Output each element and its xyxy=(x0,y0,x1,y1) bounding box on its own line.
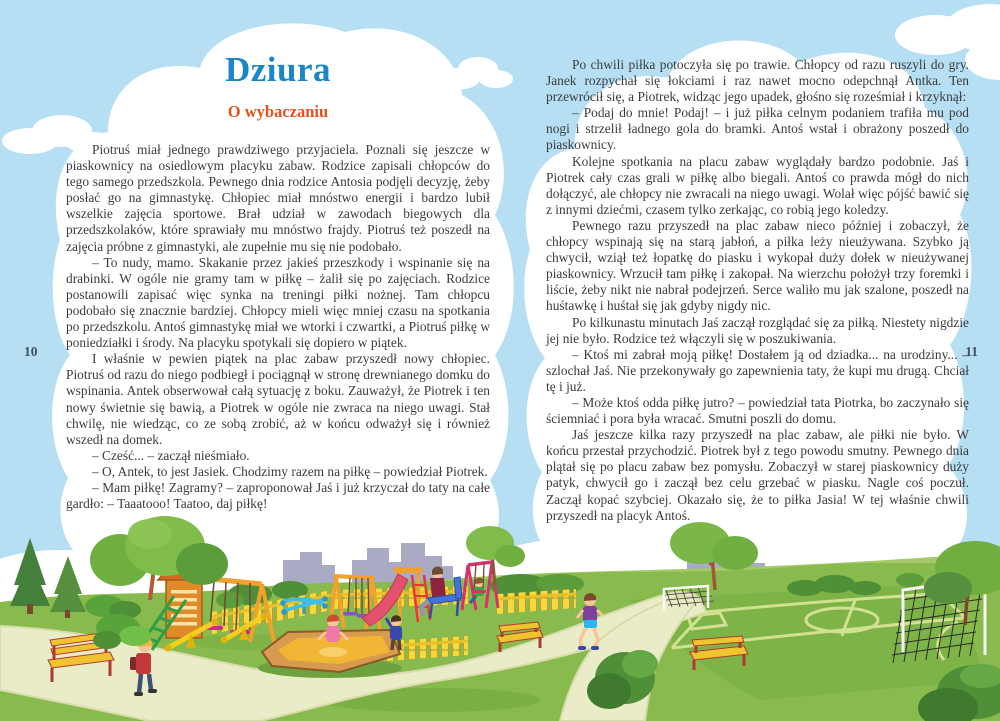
story-title: Dziura xyxy=(224,50,332,89)
right-page xyxy=(546,57,969,524)
story-subtitle: O wybaczaniu xyxy=(227,102,329,121)
paragraph: – Cześć... – zaczął nieśmiało. xyxy=(92,447,250,463)
paragraph: Jaś jeszcze kilka razy przyszedł na plac zabaw, ale piłki nie było. W końcu przestał przychodzić. Piotrek był z tego powodu smutny. Pewnego dnia plątał się po placu zabaw bez pomysłu. Zobaczył w starej piaskownicy duży patyk, chwycił go i zaczął bez celu grzebać w piasku. Nagle coś poczuł. Zaczął kopać szybciej. Okazało się, że to piłka Jasia! W tej właśnie chwili przyszedł na placyk Antoś. xyxy=(546,427,969,523)
right-page-text xyxy=(546,57,969,524)
paragraph: – Ktoś mi zabrał moją piłkę! Dostałem ją od dziadka... na urodziny... – szlochał Jaś. Nie przekonywały go zapewnienia taty, że kupi mu drugą. Chciał tę i już. xyxy=(546,346,969,394)
left-page-text xyxy=(66,142,490,512)
page-number-left: 10 xyxy=(24,344,38,359)
paragraph: Pewnego razu przyszedł na plac zabaw nieco później i zobaczył, że chłopcy wspinają się na starą jabłoń, a piłka leży nieużywana. Szybko ją chwycił, wziął też łopatkę do piasku i wykopał duży dołek w nieużywanej piaskownicy. Wrzucił tam piłkę i zakopał. Na wierzchu położył trzy foremki i liście, żeby nikt nie nabrał podejrzeń. Serce waliło mu jak szalone, poszedł na huśtawkę i huśtał się jak gdyby nigdy nic. xyxy=(546,217,969,314)
paragraph: Piotruś miał jednego prawdziwego przyjaciela. Poznali się jeszcze w piaskownicy na osiedlowym placyku zabaw. Rodzice zapisali chłopców do tego samego przedszkola. Pewnego dnia rodzice Antosia podjęli decyzję, żeby posłać go na gimnastykę. Chłopiec miał mnóstwo energii i bardzo lubił wszelkie zajęcia sportowe. Brał udział w zawodach biegowych dla przedszkolaków, które sprawiały mu mnóstwo frajdy. Piotruś też poszedł na zajęcia próbne z gimnastyki, ale zupełnie mu się nie podobało. xyxy=(66,142,490,254)
paragraph: Po chwili piłka potoczyła się po trawie. Chłopcy od razu ruszyli do gry. Janek rozpychał się łokciami i raz nawet mocno odepchnął Antka. Ten przewrócił się, a Piotrek, widząc jego upadek, głośno się roześmiał i krzyknął: xyxy=(546,57,969,105)
paragraph: I właśnie w pewien piątek na plac zabaw przyszedł nowy chłopiec. Piotruś od razu do niego podbiegł i pociągnął w stronę drewnianego domku do wspinania. Antek obserwował całą sytuację z boku. Zauważył, że Piotrek i ten nowy świetnie się bawią, a Piotrek w ogóle nie zwraca na niego uwagi. Stał chwilę, nie wiedząc, co ze sobą zrobić, aż w końcu odważył się i również wszedł na domek. xyxy=(66,351,490,447)
paragraph: – Mam piłkę! Zagramy? – zaproponował Jaś i już krzyczał do taty na całe gardło: – Taaatooo! Taatoo, daj piłkę! xyxy=(66,479,490,512)
left-page xyxy=(66,50,490,512)
paragraph: Po kilkunastu minutach Jaś zaczął rozglądać się za piłką. Niestety nigdzie jej nie było. Rodzice też włączyli się w poszukiwania. xyxy=(546,314,969,346)
paragraph: – To nudy, mamo. Skakanie przez jakieś przeszkody i wspinanie się na drabinki. W ogóle nie gramy tam w piłkę – żalił się po zajęciach. Rodzice postanowili zapisać więc synka na treningi piłki nożnej. Tam chłopcu podobało się znacznie bardziej. Chłopcy mieli więc mniej czasu na spotkania po przedszkolu. Antoś gimnastykę miał we wtorki i czwartki, a Piotruś piłkę w poniedziałki i środy. Na placyku spotykali się dopiero w piątek. xyxy=(66,254,490,351)
page-number-right: 11 xyxy=(965,344,978,359)
paragraph: – Może ktoś odda piłkę jutro? – powiedział tata Piotrka, bo zaczynało się ściemniać i pora była wracać. Smutni poszli do domu. xyxy=(546,394,969,427)
paragraph: Kolejne spotkania na placu zabaw wyglądały bardzo podobnie. Jaś i Piotrek cały czas grali w piłkę albo biegali. Antoś co prawda mógł do nich dołączyć, ale chłopcy nie zwracali na niego uwagi. Wolał więc pójść bawić się z innymi dziećmi, czasem tylko zerkając, co robią jego koledzy. xyxy=(546,153,969,217)
paragraph: – O, Antek, to jest Jasiek. Chodzimy razem na piłkę – powiedział Piotrek. xyxy=(92,463,488,479)
paragraph: – Podaj do mnie! Podaj! – i już piłka celnym podaniem trafiła mu pod nogi i strzelił ładnego gola do bramki. Antoś wstał i obrażony poszedł do piaskownicy. xyxy=(546,105,969,153)
